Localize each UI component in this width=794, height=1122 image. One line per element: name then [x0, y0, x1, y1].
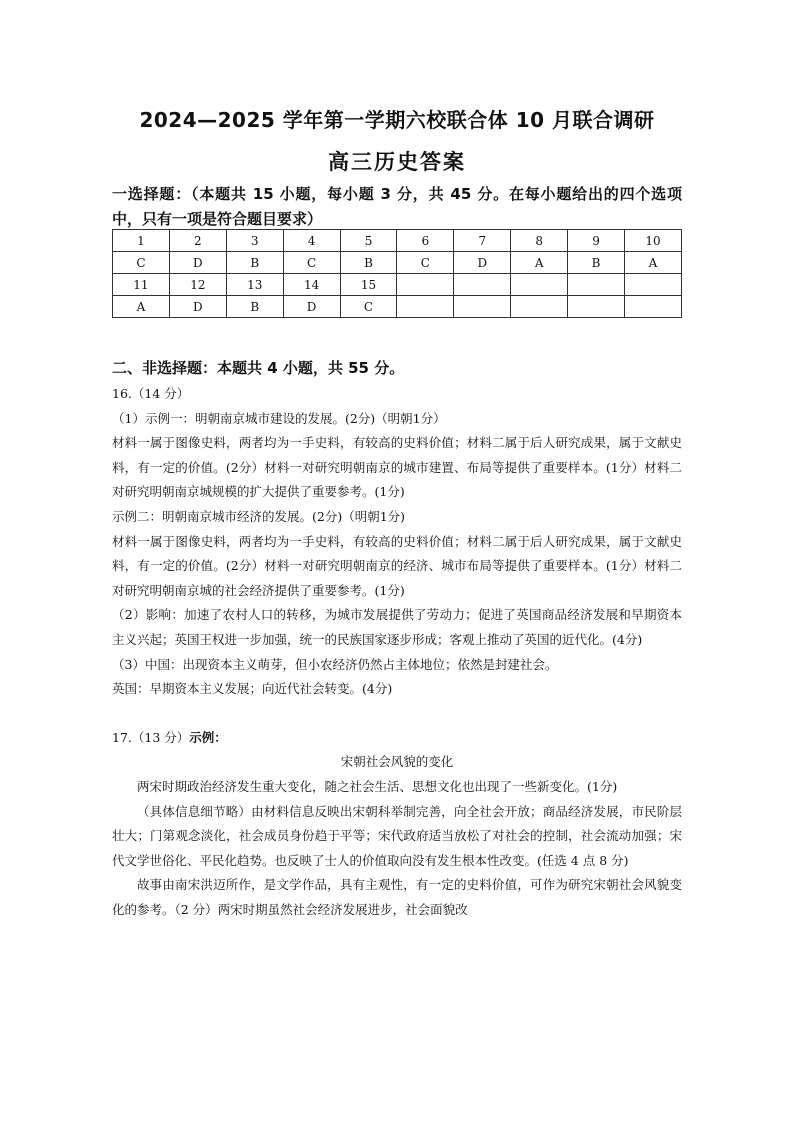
table-cell — [511, 296, 568, 318]
q17-paragraph: 两宋时期政治经济发生重大变化，随之社会生活、思想文化也出现了一些新变化。(1分) — [137, 778, 618, 794]
table-cell: 7 — [454, 230, 511, 252]
q17-example-label: 示例： — [189, 729, 227, 745]
table-cell: A — [113, 296, 170, 318]
table-cell: C — [397, 252, 454, 274]
table-cell: D — [454, 252, 511, 274]
q16-line: 英国：早期资本主义发展；向近代社会转变。(4分) — [112, 681, 393, 697]
table-cell: 10 — [625, 230, 682, 252]
q16-line: （3）中国：出现资本主义萌芽，但小农经济仍然占主体地位；依然是封建社会。 — [112, 656, 558, 672]
table-cell — [625, 274, 682, 296]
table-cell: D — [283, 296, 340, 318]
table-cell: A — [625, 252, 682, 274]
table-cell: 2 — [169, 230, 226, 252]
table-row — [113, 252, 682, 274]
table-cell: 9 — [568, 230, 625, 252]
table-cell: B — [226, 296, 283, 318]
table-cell: 12 — [169, 274, 226, 296]
table-cell: B — [568, 252, 625, 274]
q17-paragraph: 故事由南宋洪迈所作，是文学作品，具有主观性，有一定的史料价值，可作为研究宋朝社会风貌变化的参考。（2 分）两宋时期虽然社会经济发展进步，社会面貌改 — [112, 877, 682, 917]
table-cell — [511, 274, 568, 296]
q16-line: 示例二：明朝南京城市经济的发展。(2分)（明朝1分) — [112, 508, 406, 524]
table-cell: C — [283, 252, 340, 274]
document-subtitle: 高三历史答案 — [328, 150, 466, 174]
table-cell — [568, 274, 625, 296]
table-cell: D — [169, 252, 226, 274]
answer-body — [112, 382, 682, 922]
table-cell: C — [113, 252, 170, 274]
table-cell: A — [511, 252, 568, 274]
answer-table — [112, 229, 682, 318]
q16-label: 16.（14 分） — [112, 386, 190, 401]
table-cell — [397, 296, 454, 318]
q17-heading — [112, 726, 682, 751]
section2-heading: 二、非选择题：本题共 4 小题，共 55 分。 — [112, 359, 405, 377]
table-row — [113, 296, 682, 318]
table-cell: 13 — [226, 274, 283, 296]
document-title: 2024—2025 学年第一学期六校联合体 10 月联合调研 — [139, 108, 655, 132]
table-cell — [625, 296, 682, 318]
table-cell: 4 — [283, 230, 340, 252]
table-cell: 5 — [340, 230, 397, 252]
table-cell: 3 — [226, 230, 283, 252]
table-cell — [568, 296, 625, 318]
table-cell: 15 — [340, 274, 397, 296]
table-row — [113, 274, 682, 296]
q17-paragraph: （具体信息细节略）由材料信息反映出宋朝科举制完善，向全社会开放；商品经济发展，市民阶层壮大；门第观念淡化，社会成员身份趋于平等；宋代政府适当放松了对社会的控制，社会流动加强；宋代文学世俗化、平民化趋势。也反映了士人的价值取向没有发生根本性改变。(任选 4 点 8 分) — [112, 803, 682, 868]
table-cell: B — [340, 252, 397, 274]
table-cell: 11 — [113, 274, 170, 296]
table-cell: 1 — [113, 230, 170, 252]
q16-line: 材料一属于图像史料，两者均为一手史料，有较高的史料价值；材料二属于后人研究成果，属于文献史料，有一定的价值。(2分）材料一对研究明朝南京的经济、城市布局等提供了重要样本。(1分）材料二对研究明朝南京城的社会经济提供了重要参考。(1分) — [112, 533, 682, 598]
table-cell: 6 — [397, 230, 454, 252]
q17-label: 17.（13 分） — [112, 729, 190, 745]
table-cell: D — [169, 296, 226, 318]
table-cell — [397, 274, 454, 296]
spacer — [112, 702, 682, 726]
table-cell: C — [340, 296, 397, 318]
table-row — [113, 230, 682, 252]
q16-line: （2）影响：加速了农村人口的转移，为城市发展提供了劳动力；促进了英国商品经济发展和早期资本主义兴起；英国王权进一步加强，统一的民族国家逐步形成；客观上推动了英国的近代化。(4分) — [112, 607, 682, 647]
q16-line: 材料一属于图像史料，两者均为一手史料，有较高的史料价值；材料二属于后人研究成果，属于文献史料，有一定的价值。(2分）材料一对研究明朝南京的城市建置、布局等提供了重要样本。(1分）材料二对研究明朝南京城规模的扩大提供了重要参考。(1分) — [112, 435, 682, 500]
table-cell — [454, 296, 511, 318]
table-cell: B — [226, 252, 283, 274]
q16-line: （1）示例一：明朝南京城市建设的发展。(2分)（明朝1分） — [112, 410, 446, 426]
q17-essay-title: 宋朝社会风貌的变化 — [340, 754, 454, 770]
table-cell: 8 — [511, 230, 568, 252]
table-cell: 14 — [283, 274, 340, 296]
table-cell — [454, 274, 511, 296]
section1-heading: 一选择题：（本题共 15 小题，每小题 3 分，共 45 分。在每小题给出的四个选项中，只有一项是符合题目要求） — [112, 185, 682, 228]
